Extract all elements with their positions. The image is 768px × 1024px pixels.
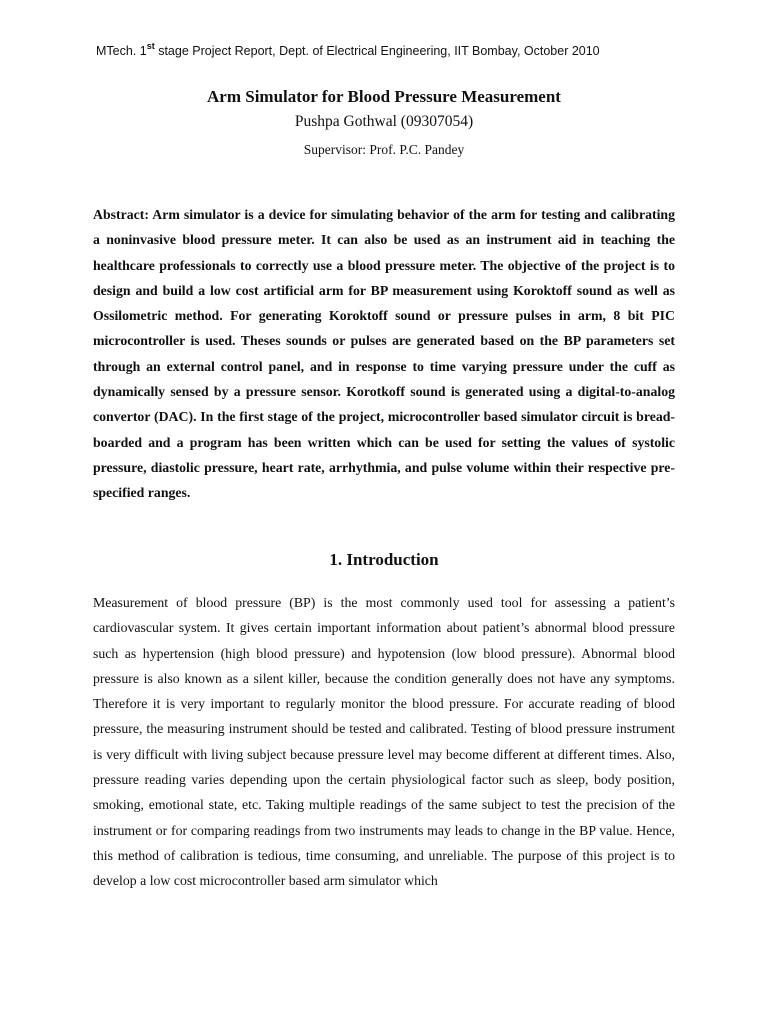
header-prefix: MTech. 1: [96, 44, 147, 59]
introduction-paragraph: Measurement of blood pressure (BP) is the most commonly used tool for assessing a patient’s cardiovascular system. It gives certain important information about patient’s abnormal blood pressure such as hypertension (high blood pressure) and hypotension (low blood pressure). Abnormal blood pressure is also known as a silent killer, because the condition generally does not have any symptoms. Therefore it is very important to regularly monitor the blood pressure. For accurate reading of blood pressure, the measuring instrument should be tested and calibrated. Testing of blood pressure instrument is very difficult with living subject because pressure level may become different at different times. Also, pressure reading varies depending upon the certain physiological factor such as sleep, body position, smoking, emotional state, etc. Taking multiple readings of the same subject to test the precision of the instrument or for comparing readings from two instruments may leads to change in the BP value. Hence, this method of calibration is tedious, time consuming, and unreliable. The purpose of this project is to develop a low cost microcontroller based arm simulator which: [93, 595, 675, 889]
supervisor-line: Supervisor: Prof. P.C. Pandey: [303, 142, 465, 157]
running-header: [96, 42, 600, 58]
abstract-paragraph: Abstract: Arm simulator is a device for simulating behavior of the arm for testing and calibrating a noninvasive blood pressure meter. It can also be used as an instrument aid in teaching the healthcare professionals to correctly use a blood pressure meter. The objective of the project is to design and build a low cost artificial arm for BP measurement using Koroktoff sound as well as Ossilometric method. For generating Koroktoff sound or pressure pulses in arm, 8 bit PIC microcontroller is used. Theses sounds or pulses are generated based on the BP parameters set through an external control panel, and in response to time varying pressure under the cuff as dynamically sensed by a pressure sensor. Korotkoff sound is generated using a digital-to-analog convertor (DAC). In the first stage of the project, microcontroller based simulator circuit is bread-boarded and a program has been written which can be used for setting the values of systolic pressure, diastolic pressure, heart rate, arrhythmia, and pulse volume within their respective pre-specified ranges.: [93, 207, 675, 501]
section-heading: 1. Introduction: [329, 550, 439, 569]
title-block: [0, 86, 768, 159]
header-suffix: stage Project Report, Dept. of Electrical Engineering, IIT Bombay, October 2010: [154, 44, 600, 59]
header-superscript: st: [146, 41, 155, 51]
author-line: Pushpa Gothwal (09307054): [294, 113, 474, 130]
paper-title: Arm Simulator for Blood Pressure Measurement: [207, 87, 561, 106]
